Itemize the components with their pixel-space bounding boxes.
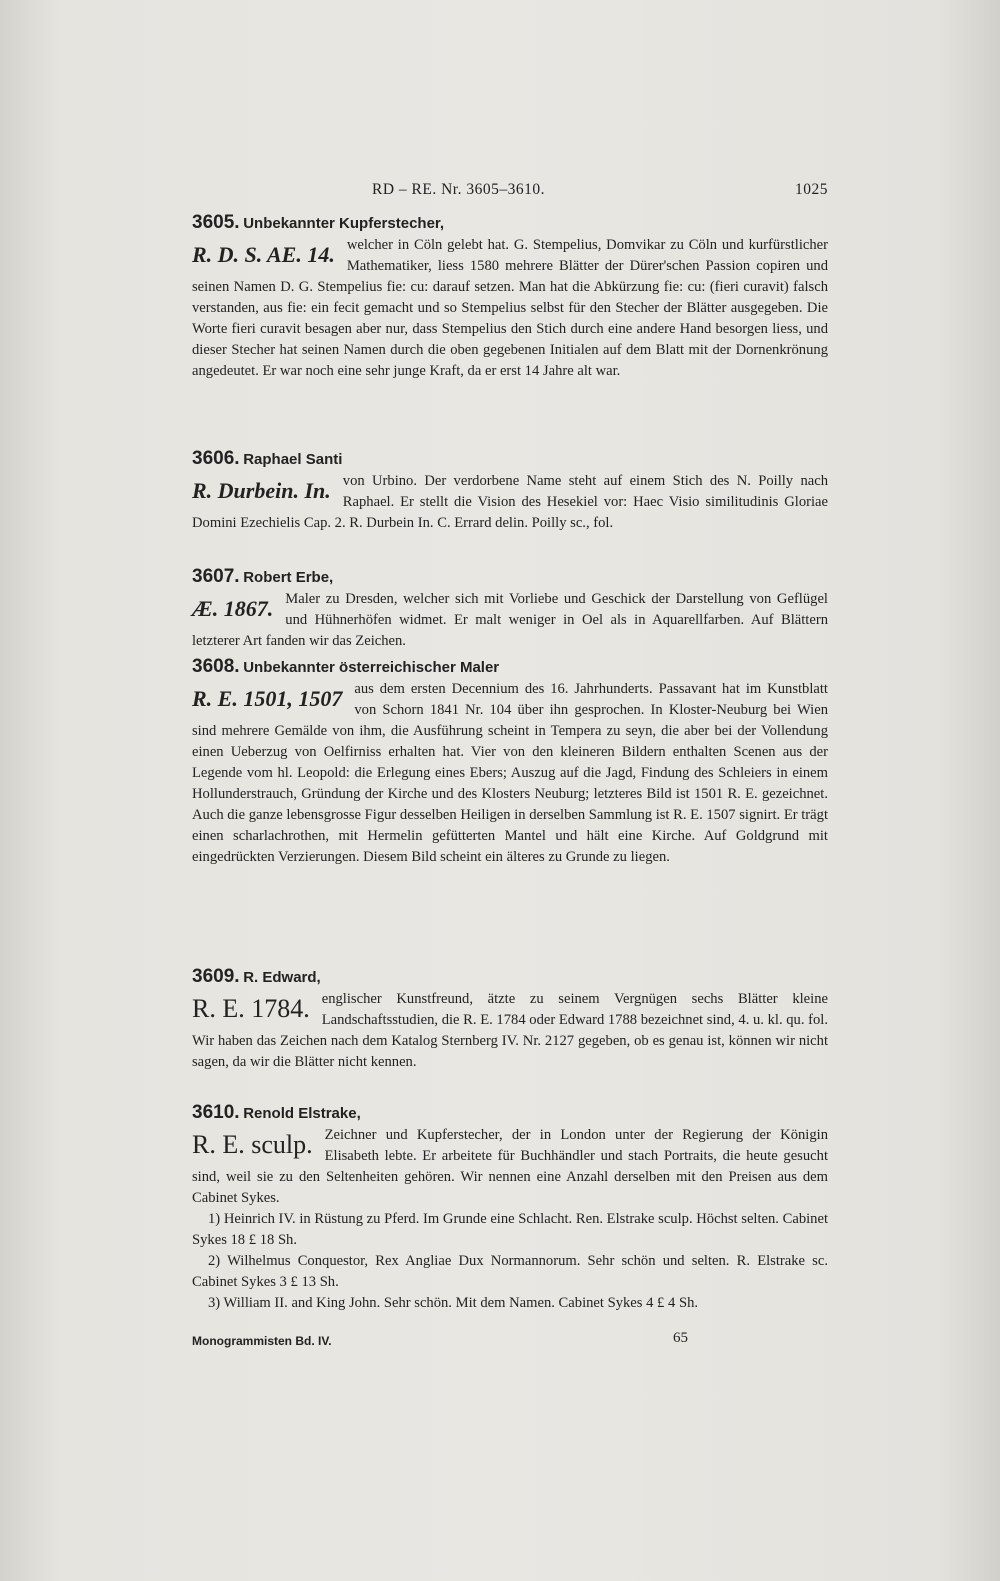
entry-name: Robert Erbe, [243, 569, 334, 586]
entry-name: R. Edward, [243, 969, 321, 986]
signature-mark: 65 [673, 1330, 688, 1346]
entry-text: Maler zu Dresden, welcher sich mit Vorliebe und Geschick der Darstellung von Geflügel und Hühnerhöfen widmet. Er malt weniger in Oel als in Aquarellfarben. Auf Blättern letzterer Art fanden wir das Zeichen. [192, 591, 828, 649]
list-item: 3) William II. and King John. Sehr schön. Mit dem Namen. Cabinet Sykes 4 £ 4 Sh. [208, 1295, 699, 1311]
entry-text: aus dem ersten Decennium des 16. Jahrhunderts. Passavant hat im Kunstblatt von Schorn 1841 Nr. 104 über ihn gesprochen. In Kloster-Neuburg bei Wien sind mehrere Gemälde von ihm, die Ausführung scheint in Tempera zu seyn, die aber bei der Vollendung einen Ueberzug von Oelfirniss erhalten hat. Vier von den kleineren Bildern enthalten Scenen aus der Legende vom hl. Leopold: die Erlegung eines Ebers; Auszug auf die Jagd, Findung des Schleiers in einem Hollunderstrauch, Gründung der Kirche und des Klosters Neuburg; letzteres Bild ist 1501 R. E. gezeichnet. Auch die ganze lebensgrosse Figur desselben Heiligen in derselben Sammlung ist R. E. 1507 signirt. Er trägt einen scharlachrothen, mit Hermelin gefütterten Mantel und hält eine Kirche. Auf Goldgrund mit eingedrückten Verzierungen. Diesem Bild scheint ein älteres zu Grunde zu liegen. [192, 681, 828, 865]
monogram: Æ. 1867. [192, 596, 274, 621]
entry-number: 3607. [192, 566, 240, 587]
entry-3607 [192, 566, 828, 652]
running-header [192, 181, 828, 205]
entry-text: von Urbino. Der verdorbene Name steht auf einem Stich des N. Poilly nach Raphael. Er stellt die Vision des Hesekiel vor: Haec Visio similitudinis Gloriae Domini Ezechielis Cap. 2. R. Durbein In. C. Errard delin. Poilly sc., fol. [192, 473, 828, 531]
entry-3608 [192, 656, 828, 868]
entry-3610 [192, 1102, 828, 1314]
monogram: R. Durbein. In. [192, 478, 331, 503]
entry-name: Raphael Santi [243, 451, 343, 468]
entry-number: 3609. [192, 966, 240, 987]
monogram: R. E. 1784. [192, 994, 310, 1023]
monogram: R. E. 1501, 1507 [192, 686, 343, 711]
entry-3606 [192, 448, 828, 534]
monogram: R. D. S. AE. 14. [192, 242, 335, 267]
footer-volume: Monogrammisten Bd. IV. [192, 1334, 332, 1348]
entry-3605 [192, 212, 828, 382]
page-footer [192, 1330, 828, 1358]
entry-number: 3610. [192, 1102, 240, 1123]
entry-text: welcher in Cöln gelebt hat. G. Stempelius, Domvikar zu Cöln und kurfürstlicher Mathematiker, liess 1580 mehrere Blätter der Dürer'schen Passion copiren und seinen Namen D. G. Stempelius fie: cu: darauf setzen. Man hat die Abkürzung fie: cu: (fieri curavit) falsch verstanden, aus fie: ein fecit gemacht und so Stempelius selbst für den Stecher der Blätter ausgegeben. Die Worte fieri curavit besagen aber nur, dass Stempelius den Stich durch eine andere Hand besorgen liess, und dieser Stecher hat seinen Namen durch die oben gegebenen Initialen auf dem Blatt mit der Dornenkrönung angedeutet. Er war noch eine sehr junge Kraft, da er erst 14 Jahre alt war. [192, 237, 828, 379]
entry-number: 3605. [192, 212, 240, 233]
entry-name: Renold Elstrake, [243, 1105, 361, 1122]
page-number: 1025 [795, 181, 828, 198]
print-list [192, 1209, 828, 1314]
entry-name: Unbekannter österreichischer Maler [243, 659, 500, 676]
list-item: 2) Wilhelmus Conquestor, Rex Angliae Dux Normannorum. Sehr schön und selten. R. Elstrake sc. Cabinet Sykes 3 £ 13 Sh. [192, 1253, 828, 1290]
entry-name: Unbekannter Kupferstecher, [243, 215, 445, 232]
list-item: 1) Heinrich IV. in Rüstung zu Pferd. Im Grunde eine Schlacht. Ren. Elstrake sculp. Höchst selten. Cabinet Sykes 18 £ 18 Sh. [192, 1211, 828, 1248]
entry-text: Zeichner und Kupferstecher, der in London unter der Regierung der Königin Elisabeth lebte. Er arbeitete für Buchhändler und stach Portraits, die heute gesucht sind, weil sie zu den Seltenheiten gehören. Wir nennen eine Anzahl derselben mit den Preisen aus dem Cabinet Sykes. [192, 1127, 828, 1206]
entry-number: 3606. [192, 448, 240, 469]
monogram: R. E. sculp. [192, 1130, 313, 1159]
entry-text: englischer Kunstfreund, ätzte zu seinem Vergnügen sechs Blätter kleine Landschaftsstudien, die R. E. 1784 oder Edward 1788 bezeichnet sind, 4. u. kl. qu. fol. Wir haben das Zeichen nach dem Katalog Sternberg IV. Nr. 2127 gegeben, ob es genau ist, können wir nicht sagen, da wir die Blätter nicht kennen. [192, 991, 828, 1070]
entry-3609 [192, 966, 828, 1073]
header-title: RD – RE. Nr. 3605–3610. [372, 181, 545, 198]
entry-number: 3608. [192, 656, 240, 677]
